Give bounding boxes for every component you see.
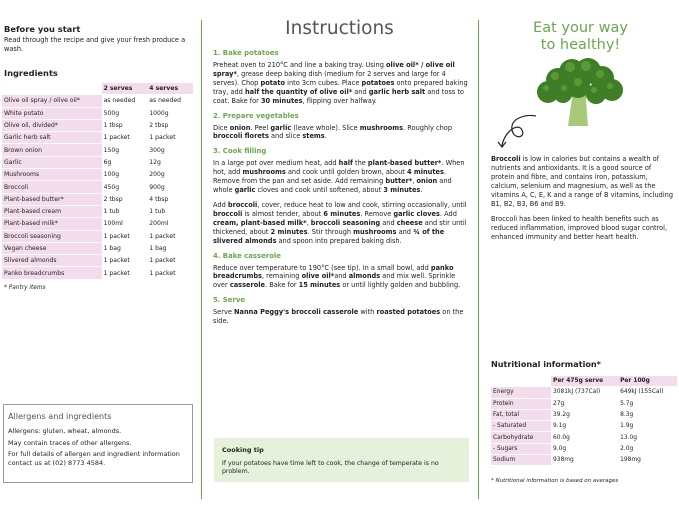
broccoli-image	[528, 56, 628, 126]
text-segment: on the side.	[213, 308, 464, 326]
text-segment: and mix well. Sprinkle over	[213, 272, 456, 290]
cooking-tip-title: Cooking tip	[222, 446, 264, 454]
nutrition-header-row	[491, 376, 677, 386]
text-segment: , cover, reduce heat to low and cook, stirring occasionally, until	[257, 200, 467, 209]
text-segment: into 3cm cubes. Place	[285, 78, 362, 87]
ingredient-2-serves: 100g	[103, 171, 120, 179]
bold-text: onion	[416, 177, 438, 186]
eat-healthy-heading	[482, 20, 679, 54]
ingredient-2-serves: 1 packet	[103, 269, 130, 277]
left-panel	[0, 0, 196, 509]
nutrient-per-100g: 5.7g	[620, 400, 634, 407]
ingredient-name: Vegan cheese	[2, 243, 102, 254]
step-heading: 5. Serve	[213, 296, 246, 305]
ingredient-row	[2, 218, 193, 229]
ingredient-4-serves: 1 bag	[149, 245, 167, 252]
ingredient-4-serves: 4 tbsp	[149, 195, 169, 203]
eat-line-2: to healthy!	[540, 37, 621, 53]
text-segment: and	[380, 218, 397, 227]
ingredient-4-serves: 1 packet	[149, 134, 176, 142]
text-segment: cloves and cook until softened, about	[255, 186, 384, 195]
nutrient-per-serve: 9.1g	[553, 423, 567, 430]
step-heading: 3. Cook filling	[213, 147, 267, 156]
text-segment: . Add	[439, 209, 457, 218]
text-segment: ,	[306, 218, 311, 227]
nut-col-100g: Per 100g	[618, 376, 677, 386]
ingredient-2-serves: 450g	[103, 183, 120, 191]
ingredient-row	[2, 108, 193, 119]
text-segment: with	[358, 308, 377, 317]
instruction-steps	[213, 49, 468, 332]
ingredient-row	[2, 144, 193, 155]
cooking-tip-box	[214, 438, 469, 482]
ingredient-4-serves: 900g	[149, 183, 165, 191]
divider-right	[478, 20, 479, 499]
text-segment: and	[396, 227, 414, 236]
ingredient-row	[2, 157, 193, 168]
text-segment: or until lightly golden and bubbling.	[340, 281, 461, 290]
text-segment: . When hot, add	[213, 159, 465, 177]
ingredients-header-blank	[2, 83, 102, 94]
ingredient-row	[2, 194, 193, 205]
bold-text: mushrooms	[353, 227, 397, 236]
cooking-tip-text: If your potatoes have time left to cook, the change of temperate is no problem.	[222, 460, 439, 475]
bold-text: Broccoli	[491, 155, 521, 163]
nutrition-title: Nutritional information*	[491, 359, 601, 369]
bold-text: panko breadcrumbs	[213, 263, 454, 281]
bold-text: broccoli	[227, 200, 258, 209]
nutrition-row	[491, 432, 677, 442]
nutrient-name: Sodium	[491, 455, 551, 465]
ingredient-row	[2, 95, 193, 106]
text-segment: . Roughly chop	[403, 123, 453, 132]
nutrient-name: - Saturated	[491, 421, 551, 431]
col-4-serves: 4 serves	[147, 83, 193, 94]
text-segment: . Bake for	[265, 281, 299, 290]
right-panel	[482, 0, 679, 509]
broccoli-info	[491, 155, 676, 249]
ingredient-row	[2, 255, 193, 266]
allergens-text: Allergens: gluten, wheat, almonds.	[8, 427, 122, 435]
ingredient-row	[2, 132, 193, 143]
nutrient-per-100g: 2.0g	[620, 445, 634, 452]
bold-text: ¾ of the slivered almonds	[213, 227, 445, 245]
text-segment: and cook until golden brown, about	[285, 168, 407, 177]
nutrient-per-serve: 938mg	[553, 457, 574, 464]
nutrition-header-blank	[491, 376, 551, 386]
step-text	[213, 308, 468, 326]
before-text: Read through the recipe and give your fresh produce a wash.	[4, 36, 186, 53]
nutrient-per-serve: 27g	[553, 400, 565, 407]
bold-text: half	[338, 159, 353, 168]
nutrition-row	[491, 387, 677, 397]
ingredient-name: Garlic	[2, 157, 102, 168]
ingredient-row	[2, 120, 193, 131]
ingredient-name: Slivered almonds	[2, 255, 102, 266]
text-segment: In a large pot over medium heat, add	[213, 159, 339, 168]
contact-text: For full details of allergen and ingredient information contact us at (02) 8773 4584.	[8, 450, 180, 467]
ingredient-row	[2, 243, 193, 254]
text-segment: and	[334, 272, 349, 281]
instructions-title: Instructions	[285, 18, 394, 39]
ingredient-name: Mushrooms	[2, 169, 102, 180]
ingredient-2-serves: 1 tbsp	[103, 122, 123, 130]
nutrient-per-serve: 60.0g	[553, 434, 570, 441]
nutrition-row	[491, 421, 677, 431]
text-segment: and slice	[268, 132, 303, 141]
nutrient-per-serve: 9.0g	[553, 445, 567, 452]
nut-col-serve: Per 475g serve	[551, 376, 618, 386]
ingredient-name: Plant-based cream	[2, 206, 102, 217]
bold-text: stems	[302, 132, 325, 141]
nutrient-per-serve: 39.2g	[553, 412, 570, 419]
text-segment: and	[352, 87, 369, 96]
bold-text: roasted potatoes	[376, 308, 441, 317]
ingredients-title: Ingredients	[4, 68, 58, 78]
text-segment: . Stir through	[307, 227, 354, 236]
ingredient-4-serves: 1 packet	[149, 257, 176, 265]
bold-text: casserole	[229, 281, 266, 290]
text-segment: .	[324, 132, 327, 141]
text-segment: Add	[213, 200, 228, 209]
bold-text: butter*	[385, 177, 413, 186]
ingredient-name: Garlic herb salt	[2, 132, 102, 143]
bold-text: garlic herb salt	[368, 87, 426, 96]
bold-text: cream, plant-based milk*	[213, 218, 307, 227]
ingredient-2-serves: 1 tub	[103, 208, 120, 216]
text-segment: Reduce over temperature to 190°C (see tip). In a small bowl, add	[213, 263, 431, 272]
ingredient-name: Plant-based milk*	[2, 218, 102, 229]
bold-text: garlic	[270, 123, 292, 132]
text-segment: . Peel	[250, 123, 271, 132]
ingredient-2-serves: as needed	[103, 97, 136, 105]
bold-text: 4 minutes	[406, 168, 444, 177]
text-segment: onto prepared baking tray, add	[213, 78, 468, 96]
bold-text: cheese	[396, 218, 423, 227]
ingredient-name: Brown onion	[2, 144, 102, 155]
ingredient-4-serves: 1 packet	[149, 232, 176, 240]
nutrition-table	[491, 375, 677, 466]
ingredient-4-serves: as needed	[149, 97, 181, 105]
bold-text: 30 minutes	[260, 96, 303, 105]
ingredient-4-serves: 200g	[149, 171, 165, 179]
bold-text: 6 minutes	[323, 209, 361, 218]
bold-text: mushrooms	[242, 168, 286, 177]
text-segment: , remaining	[261, 272, 302, 281]
bold-text: olive oil* / olive oil spray*	[213, 61, 455, 78]
step-text	[213, 201, 468, 246]
nutrient-per-100g: 13.0g	[620, 434, 637, 441]
ingredient-name: Olive oil spray / olive oil*	[2, 95, 102, 106]
text-segment: , flipping over halfway.	[302, 96, 377, 105]
ingredient-name: Olive oil, divided*	[2, 120, 102, 131]
pantry-note: * Pantry items	[4, 285, 46, 291]
step-heading: 1. Bake potatoes	[213, 49, 279, 57]
step-text	[213, 124, 468, 142]
ingredient-4-serves: 2 tbsp	[149, 122, 169, 130]
ingredient-row	[2, 206, 193, 217]
ingredient-2-serves: 100ml	[103, 220, 123, 228]
eat-line-1: Eat your way	[533, 20, 628, 36]
text-segment: . Remove from the pan and set aside. Add remaining	[213, 168, 447, 186]
step-text	[213, 159, 468, 195]
nutrient-per-100g: 8.3g	[620, 412, 634, 419]
bold-text: potatoes	[361, 78, 395, 87]
ingredient-name: Plant-based butter*	[2, 194, 102, 205]
ingredient-name: Broccoli seasoning	[2, 231, 102, 242]
bold-text: garlic	[234, 186, 256, 195]
bold-text: almonds	[348, 272, 381, 281]
text-segment: , grease deep baking dish (medium for 2 serves and large for 4 serves). Chop	[213, 69, 446, 87]
text-segment: ,	[412, 177, 417, 186]
ingredient-2-serves: 6g	[103, 158, 112, 166]
ingredient-row	[2, 267, 193, 278]
ingredient-4-serves: 12g	[149, 158, 161, 166]
nutrition-row	[491, 455, 677, 465]
traces-text: May contain traces of other allergens.	[8, 438, 132, 447]
ingredient-name: Panko breadcrumbs	[2, 267, 102, 278]
nutrient-name: Energy	[491, 387, 551, 397]
text-segment: . Remove	[360, 209, 394, 218]
ingredients-table	[2, 82, 193, 280]
nutrition-row	[491, 444, 677, 454]
text-segment: and stir until thickened, about	[213, 218, 467, 236]
step-text	[213, 264, 468, 291]
step-heading: 2. Prepare vegetables	[213, 111, 299, 120]
ingredient-2-serves: 1 packet	[103, 257, 130, 265]
nutrient-name: - Sugars	[491, 444, 551, 454]
bold-text: mushrooms	[359, 123, 404, 132]
ingredient-2-serves: 1 packet	[103, 134, 130, 142]
bold-text: half the quantity of olive oil*	[244, 87, 353, 96]
step-heading: 4. Bake casserole	[213, 251, 281, 260]
bold-text: 3 minutes	[383, 186, 421, 195]
ingredient-row	[2, 231, 193, 242]
bold-text: broccoli florets	[213, 132, 269, 141]
bold-text: Nanna Peggy's broccoli casserole	[234, 308, 359, 317]
text-segment: and spoon into prepared baking dish.	[276, 236, 402, 245]
ingredient-row	[2, 169, 193, 180]
nutrient-name: Protein	[491, 399, 551, 409]
ingredient-2-serves: 1 bag	[103, 245, 121, 252]
ingredient-name: White potato	[2, 108, 102, 119]
allergens-title: Allergens and ingredients	[8, 411, 112, 421]
bold-text: olive oil*	[301, 272, 335, 281]
nutrition-row	[491, 399, 677, 409]
bold-text: 2 minutes	[270, 227, 308, 236]
nutrient-per-serve: 3081kJ (737Cal)	[553, 389, 601, 396]
ingredient-name: Broccoli	[2, 181, 102, 192]
text-segment: Serve	[213, 308, 235, 317]
ingredient-row	[2, 181, 193, 192]
ingredient-4-serves: 1 packet	[149, 269, 176, 277]
ingredient-4-serves: 300g	[149, 146, 165, 154]
text-segment: and toss to coat. Bake for	[213, 87, 464, 105]
arrow-icon	[496, 112, 538, 150]
ingredient-2-serves: 2 tbsp	[103, 195, 123, 203]
step-text	[213, 61, 468, 106]
divider-left	[201, 20, 202, 499]
nutrient-per-100g: 198mg	[620, 457, 641, 464]
ingredient-2-serves: 1 packet	[103, 232, 130, 240]
text-segment: .	[420, 186, 423, 195]
text-segment: Dice	[213, 123, 230, 132]
broccoli-info-p2: Broccoli has been linked to health benefits such as reduced inflammation, improved blood sugar control, enhanced immunity and better heart health.	[491, 215, 668, 242]
bold-text: onion	[229, 123, 251, 132]
text-segment: (leave whole). Slice	[291, 123, 360, 132]
nutrient-per-100g: 649kJ (155Cal)	[620, 389, 664, 396]
allergen-box	[3, 404, 193, 483]
bold-text: potato	[260, 78, 286, 87]
nutrition-note: * Nutritional information is based on averages	[491, 478, 619, 484]
nutrient-name: Carbohydrate	[491, 432, 551, 442]
bold-text: 15 minutes	[298, 281, 341, 290]
bold-text: plant-based butter*	[367, 159, 442, 168]
text-segment: is low in calories but contains a wealth of nutrients and antioxidants. It is a good source of protein and fibre, and contains iron, potassium, calcium, selenium and magnesium, as well as the vitamins A, C, E, K and a range of B vitamins, including B1, B2, B3, B6 and B9.	[491, 155, 674, 208]
middle-panel	[205, 0, 474, 509]
text-segment: Preheat oven to 210°C and line a baking tray. Using	[213, 61, 387, 69]
ingredient-4-serves: 1000g	[149, 109, 169, 117]
bold-text: broccoli	[213, 209, 243, 218]
nutrient-name: Fat, total	[491, 410, 551, 420]
col-2-serves: 2 serves	[102, 83, 148, 94]
bold-text: broccoli seasoning	[310, 218, 381, 227]
broccoli-info-p1	[491, 155, 676, 208]
ingredient-2-serves: 150g	[103, 146, 120, 154]
nutrition-row	[491, 410, 677, 420]
text-segment: the	[352, 159, 368, 168]
ingredient-4-serves: 200ml	[149, 220, 169, 228]
text-segment: and whole	[213, 177, 452, 195]
ingredient-2-serves: 500g	[103, 109, 120, 117]
ingredient-4-serves: 1 tub	[149, 208, 166, 216]
text-segment: is almost tender, about	[242, 209, 324, 218]
bold-text: garlic cloves	[393, 209, 440, 218]
before-title: Before you start	[4, 24, 81, 34]
ingredients-header-row	[2, 83, 193, 94]
nutrient-per-100g: 1.9g	[620, 423, 634, 430]
